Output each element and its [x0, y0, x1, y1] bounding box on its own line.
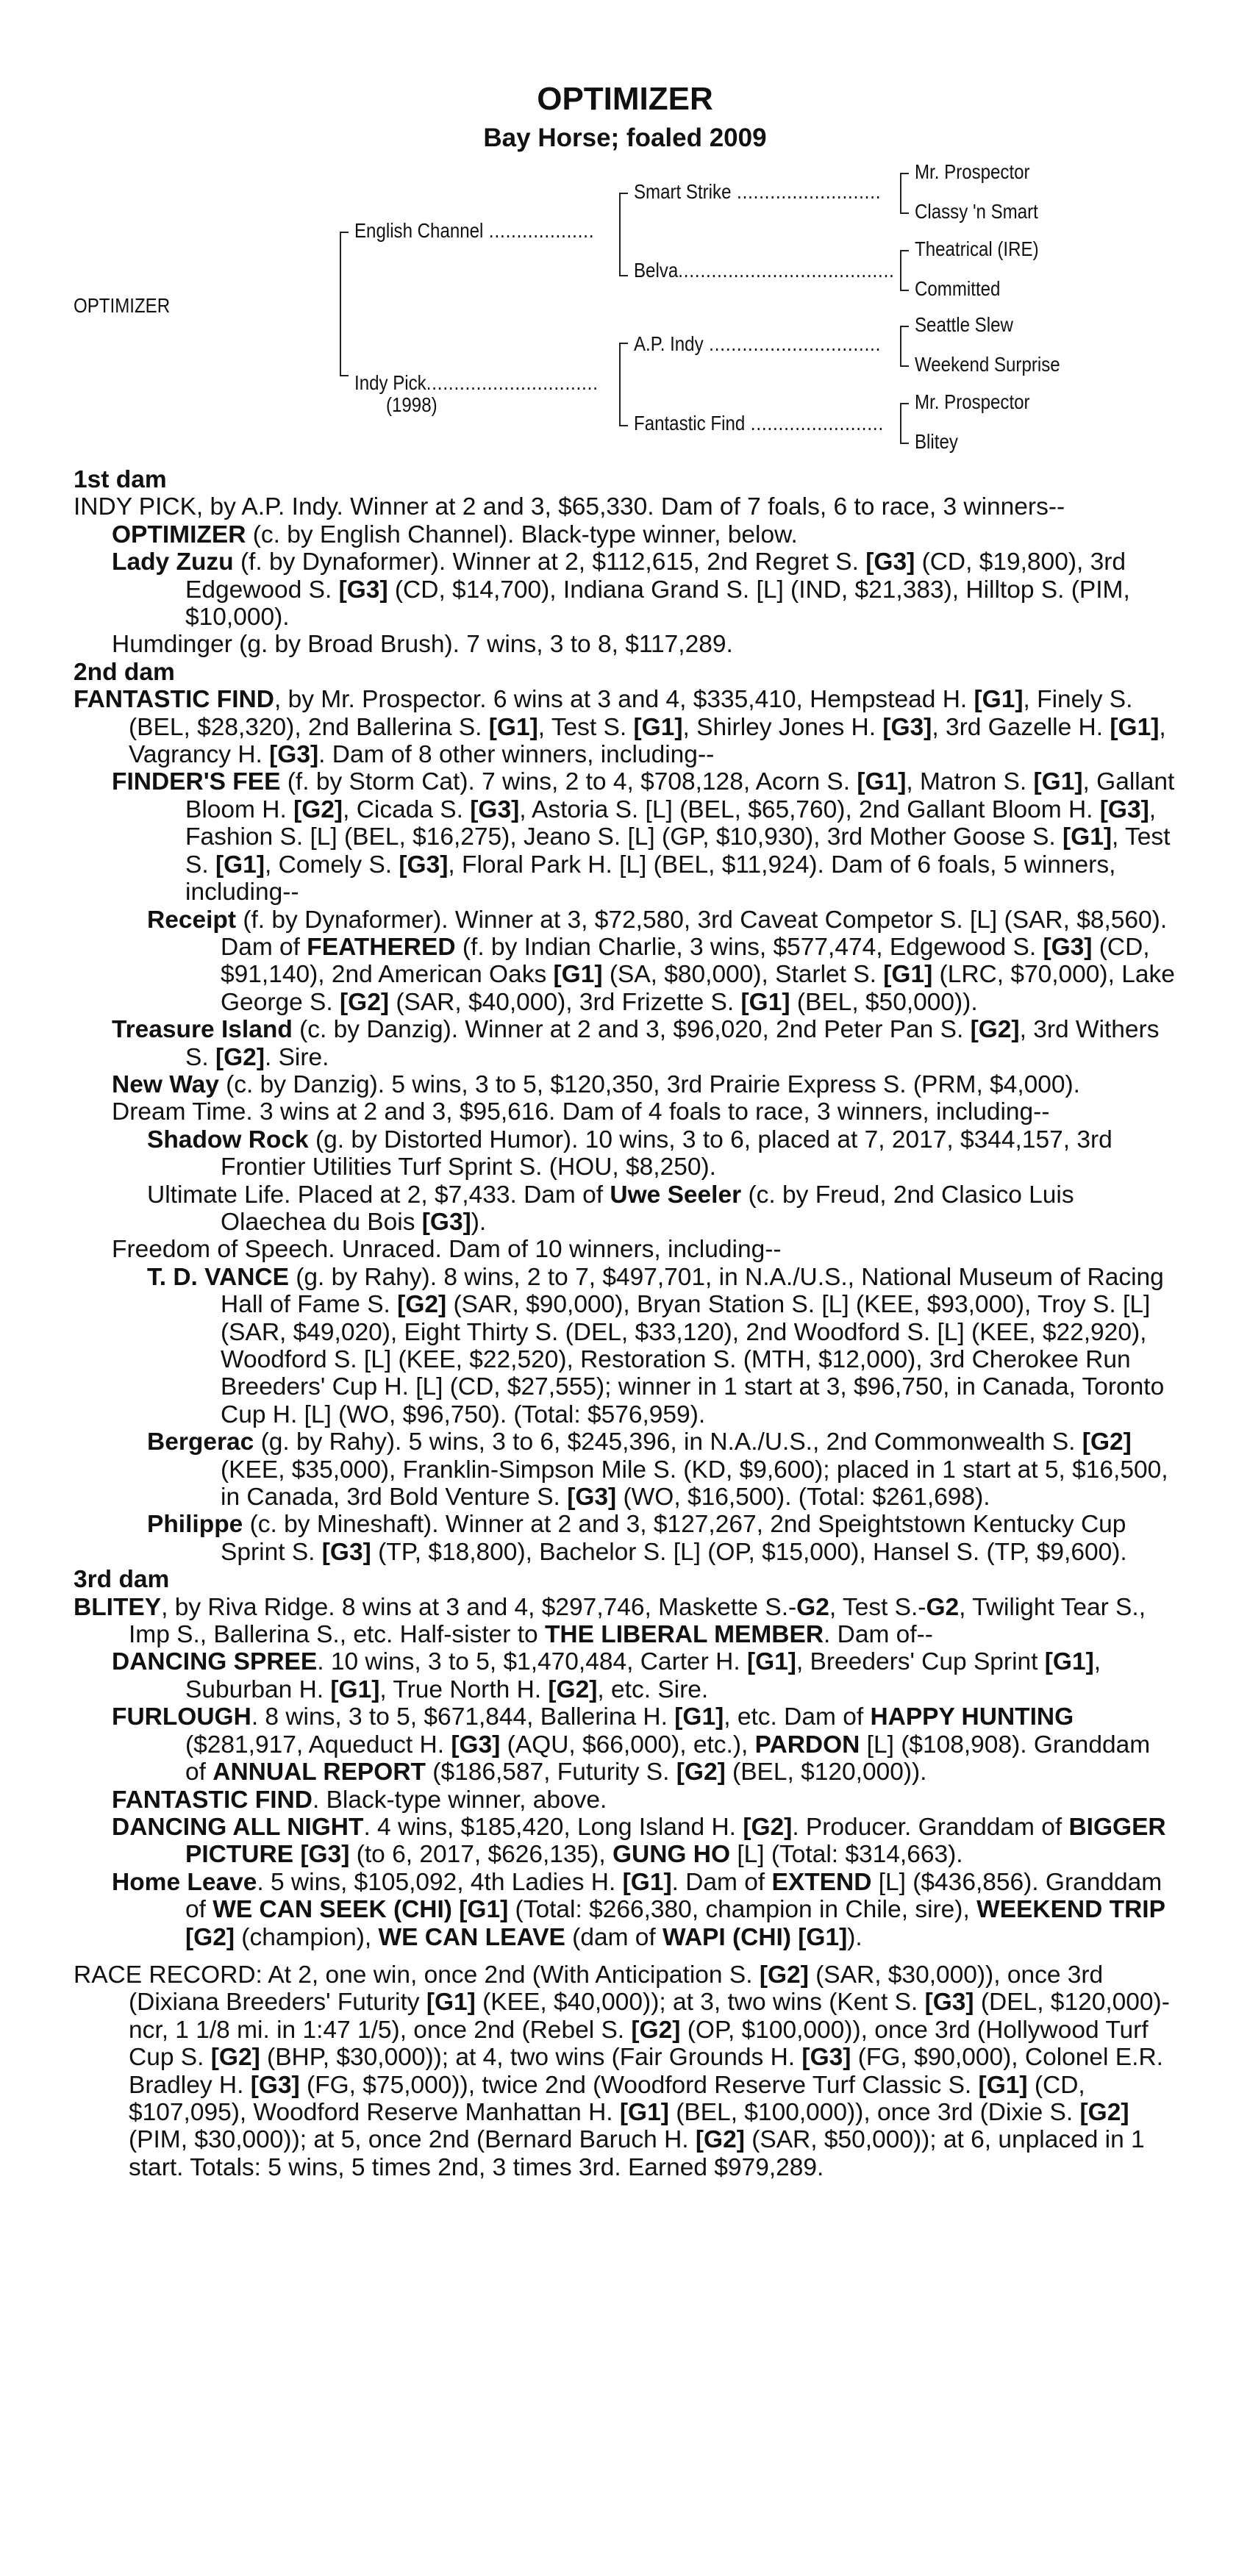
pedigree-gg-3: Theatrical (IRE) [915, 237, 1039, 260]
pedigree-sire-dam: Belva....................................... [634, 259, 895, 282]
pedigree-subject: OPTIMIZER [74, 294, 171, 317]
produce-record [74, 466, 1176, 2181]
gg-bracket-4-bottom [900, 443, 909, 444]
entry-fantastic-find: FANTASTIC FIND. Black-type winner, above. [112, 1786, 607, 1814]
entry-dancing-all-night: DANCING ALL NIGHT. 4 wins, $185,420, Long Island H. [G2]. Producer. Granddam of BIGGER PICTURE [G3] (to 6, 2017, $626,135), GUNG HO [L] (Total: $314,663). [112, 1813, 1166, 1869]
dam-bracket-bottom [619, 425, 628, 426]
entry-humdinger: Humdinger (g. by Broad Brush). 7 wins, 3 to 8, $117,289. [112, 631, 733, 659]
entry-ultimate-life: Ultimate Life. Placed at 2, $7,433. Dam of Uwe Seeler (c. by Freud, 2nd Clasico Luis Olaechea du Bois [G3]). [147, 1181, 1074, 1236]
sire-bracket-top [619, 193, 628, 194]
pedigree-dam: Indy Pick............................... [354, 371, 599, 394]
pedigree-gg-7: Mr. Prospector [915, 390, 1030, 413]
gg-bracket-1-top [900, 173, 909, 174]
gg-bracket-3-top [900, 326, 909, 327]
first-dam-paragraph: INDY PICK, by A.P. Indy. Winner at 2 and 3, $65,330. Dam of 7 foals, 6 to race, 3 winners-- [74, 493, 1065, 521]
gg-bracket-2-top [900, 250, 909, 251]
entry-td-vance: T. D. VANCE (g. by Rahy). 8 wins, 2 to 7, $497,701, in N.A./U.S., National Museum of Racing Hall of Fame S. [G2] (SAR, $90,000), Bryan Station S. [L] (KEE, $93,000), Troy S. [L] (SAR, $49,020), Eight Thirty S. (DEL, $33,120), 2nd Woodford S. [L] (KEE, $22,920), Woodford S. [L] (KEE, $22,520), Restoration S. (MTH, $12,000), 3rd Cherokee Run Breeders' Cup H. [L] (CD, $27,555); winner in 1 start at 3, $96,750, in Canada, Toronto Cup H. [L] (WO, $96,750). (Total: $576,959). [147, 1263, 1165, 1428]
entry-shadow-rock: Shadow Rock (g. by Distorted Humor). 10 wins, 3 to 6, placed at 7, 2017, $344,157, 3rd Frontier Utilities Turf Sprint S. (HOU, $8,250). [147, 1126, 1112, 1181]
pedigree-dam-sire: A.P. Indy ............................... [634, 332, 882, 355]
pedigree-dam-year: (1998) [386, 393, 438, 416]
gg-bracket-1-bottom [900, 212, 909, 214]
section-second-dam: 2nd dam [74, 658, 175, 686]
horse-subtitle: Bay Horse; foaled 2009 [483, 124, 767, 152]
gg-bracket-2-bottom [900, 290, 909, 291]
parent-bracket [340, 232, 341, 375]
entry-lady-zuzu: Lady Zuzu (f. by Dynaformer). Winner at 2, $112,615, 2nd Regret S. [G3] (CD, $19,800), 3rd Edgewood S. [G3] (CD, $14,700), Indiana Grand S. [L] (IND, $21,383), Hilltop S. (PIM, $10,000). [112, 548, 1130, 632]
second-dam-paragraph: FANTASTIC FIND, by Mr. Prospector. 6 wins at 3 and 4, $335,410, Hempstead H. [G1], Finely S. (BEL, $28,320), 2nd Ballerina S. [G1], Test S. [G1], Shirley Jones H. [G3], 3rd Gazelle H. [G1], Vagrancy H. [G3]. Dam of 8 other winners, including-- [74, 686, 1166, 769]
entry-finders-fee: FINDER'S FEE (f. by Storm Cat). 7 wins, 2 to 4, $708,128, Acorn S. [G1], Matron S. [G1], Gallant Bloom H. [G2], Cicada S. [G3], Astoria S. [L] (BEL, $65,760), 2nd Gallant Bloom H. [G3], Fashion S. [L] (BEL, $16,275), Jeano S. [L] (GP, $10,930), 3rd Mother Goose S. [G1], Test S. [G1], Comely S. [G3], Floral Park H. [L] (BEL, $11,924). Dam of 6 foals, 5 winners, including-- [112, 768, 1175, 906]
third-dam-paragraph: BLITEY, by Riva Ridge. 8 wins at 3 and 4, $297,746, Maskette S.-G2, Test S.-G2, Twilight Tear S., Imp S., Ballerina S., etc. Half-sister to THE LIBERAL MEMBER. Dam of-- [74, 1593, 1146, 1649]
gg-bracket-1 [900, 173, 901, 212]
parent-bracket-top [340, 232, 349, 233]
entry-treasure-island: Treasure Island (c. by Danzig). Winner at 2 and 3, $96,020, 2nd Peter Pan S. [G2], 3rd Withers S. [G2]. Sire. [112, 1016, 1160, 1071]
section-third-dam: 3rd dam [74, 1566, 170, 1594]
gg-bracket-3 [900, 326, 901, 365]
entry-optimizer: OPTIMIZER (c. by English Channel). Black-type winner, below. [112, 520, 798, 548]
pedigree-gg-2: Classy 'n Smart [915, 200, 1038, 223]
race-record: RACE RECORD: At 2, one win, once 2nd (With Anticipation S. [G2] (SAR, $30,000)), once 3rd (Dixiana Breeders' Futurity [G1] (KEE, $40,000)); at 3, two wins (Kent S. [G3] (DEL, $120,000)-ncr, 1 1/8 mi. in 1:47 1/5), once 2nd (Rebel S. [G2] (OP, $100,000)), once 3rd (Hollywood Turf Cup S. [G2] (BHP, $30,000)); at 4, two wins (Fair Grounds H. [G3] (FG, $90,000), Colonel E.R. Bradley H. [G3] (FG, $75,000)), twice 2nd (Woodford Reserve Turf Classic S. [G1] (CD, $107,095), Woodford Reserve Manhattan H. [G1] (BEL, $100,000)), once 3rd (Dixie S. [G2] (PIM, $30,000)); at 5, once 2nd (Bernard Baruch H. [G2] (SAR, $50,000)); at 6, unplaced in 1 start. Totals: 5 wins, 5 times 2nd, 3 times 3rd. Earned $979,289. [74, 1961, 1170, 2181]
gg-bracket-4-top [900, 403, 909, 404]
pedigree-dam-dam: Fantastic Find ........................ [634, 412, 884, 434]
entry-furlough: FURLOUGH. 8 wins, 3 to 5, $671,844, Ballerina H. [G1], etc. Dam of HAPPY HUNTING ($281,917, Aqueduct H. [G3] (AQU, $66,000), etc.), PARDON [L] ($108,908). Granddam of ANNUAL REPORT ($186,587, Futurity S. [G2] (BEL, $120,000)). [112, 1703, 1151, 1786]
dam-bracket [619, 343, 621, 425]
horse-name-title: OPTIMIZER [537, 81, 713, 117]
pedigree-gg-4: Committed [915, 277, 1001, 300]
entry-dancing-spree: DANCING SPREE. 10 wins, 3 to 5, $1,470,484, Carter H. [G1], Breeders' Cup Sprint [G1], Suburban H. [G1], True North H. [G2], etc. Sire. [112, 1648, 1101, 1703]
entry-freedom-of-speech: Freedom of Speech. Unraced. Dam of 10 winners, including-- [112, 1236, 782, 1264]
pedigree-sire: English Channel ................... [354, 219, 595, 242]
parent-bracket-bottom [340, 375, 349, 376]
pedigree-gg-6: Weekend Surprise [915, 353, 1060, 376]
sire-bracket [619, 193, 621, 275]
gg-bracket-2 [900, 250, 901, 290]
dam-bracket-top [619, 343, 628, 344]
entry-home-leave: Home Leave. 5 wins, $105,092, 4th Ladies H. [G1]. Dam of EXTEND [L] ($436,856). Granddam of WE CAN SEEK (CHI) [G1] (Total: $266,380, champion in Chile, sire), WEEKEND TRIP [G2] (champion), WE CAN LEAVE (dam of WAPI (CHI) [G1]). [112, 1868, 1165, 1951]
gg-bracket-4 [900, 403, 901, 443]
section-first-dam: 1st dam [74, 466, 167, 493]
gg-bracket-3-bottom [900, 365, 909, 367]
entry-bergerac: Bergerac (g. by Rahy). 5 wins, 3 to 6, $245,396, in N.A./U.S., 2nd Commonwealth S. [G2] (KEE, $35,000), Franklin-Simpson Mile S. (KD, $9,600); placed in 1 start at 5, $16,500, in Canada, 3rd Bold Venture S. [G3] (WO, $16,500). (Total: $261,698). [147, 1428, 1168, 1511]
pedigree-gg-5: Seattle Slew [915, 313, 1013, 336]
sire-bracket-bottom [619, 275, 628, 276]
pedigree-gg-1: Mr. Prospector [915, 160, 1030, 183]
pedigree-gg-8: Blitey [915, 430, 958, 453]
pedigree-sire-sire: Smart Strike .......................... [634, 180, 882, 203]
entry-new-way: New Way (c. by Danzig). 5 wins, 3 to 5, $120,350, 3rd Prairie Express S. (PRM, $4,000). [112, 1070, 1080, 1098]
entry-philippe: Philippe (c. by Mineshaft). Winner at 2 and 3, $127,267, 2nd Speightstown Kentucky Cup Sprint S. [G3] (TP, $18,800), Bachelor S. [L] (OP, $15,000), Hansel S. (TP, $9,600). [147, 1511, 1127, 1566]
entry-receipt: Receipt (f. by Dynaformer). Winner at 3, $72,580, 3rd Caveat Competor S. [L] (SAR, $8,560). Dam of FEATHERED (f. by Indian Charlie, 3 wins, $577,474, Edgewood S. [G3] (CD, $91,140), 2nd American Oaks [G1] (SA, $80,000), Starlet S. [G1] (LRC, $70,000), Lake George S. [G2] (SAR, $40,000), 3rd Frizette S. [G1] (BEL, $50,000)). [147, 906, 1175, 1016]
entry-dream-time: Dream Time. 3 wins at 2 and 3, $95,616. Dam of 4 foals to race, 3 winners, including-- [112, 1098, 1050, 1126]
